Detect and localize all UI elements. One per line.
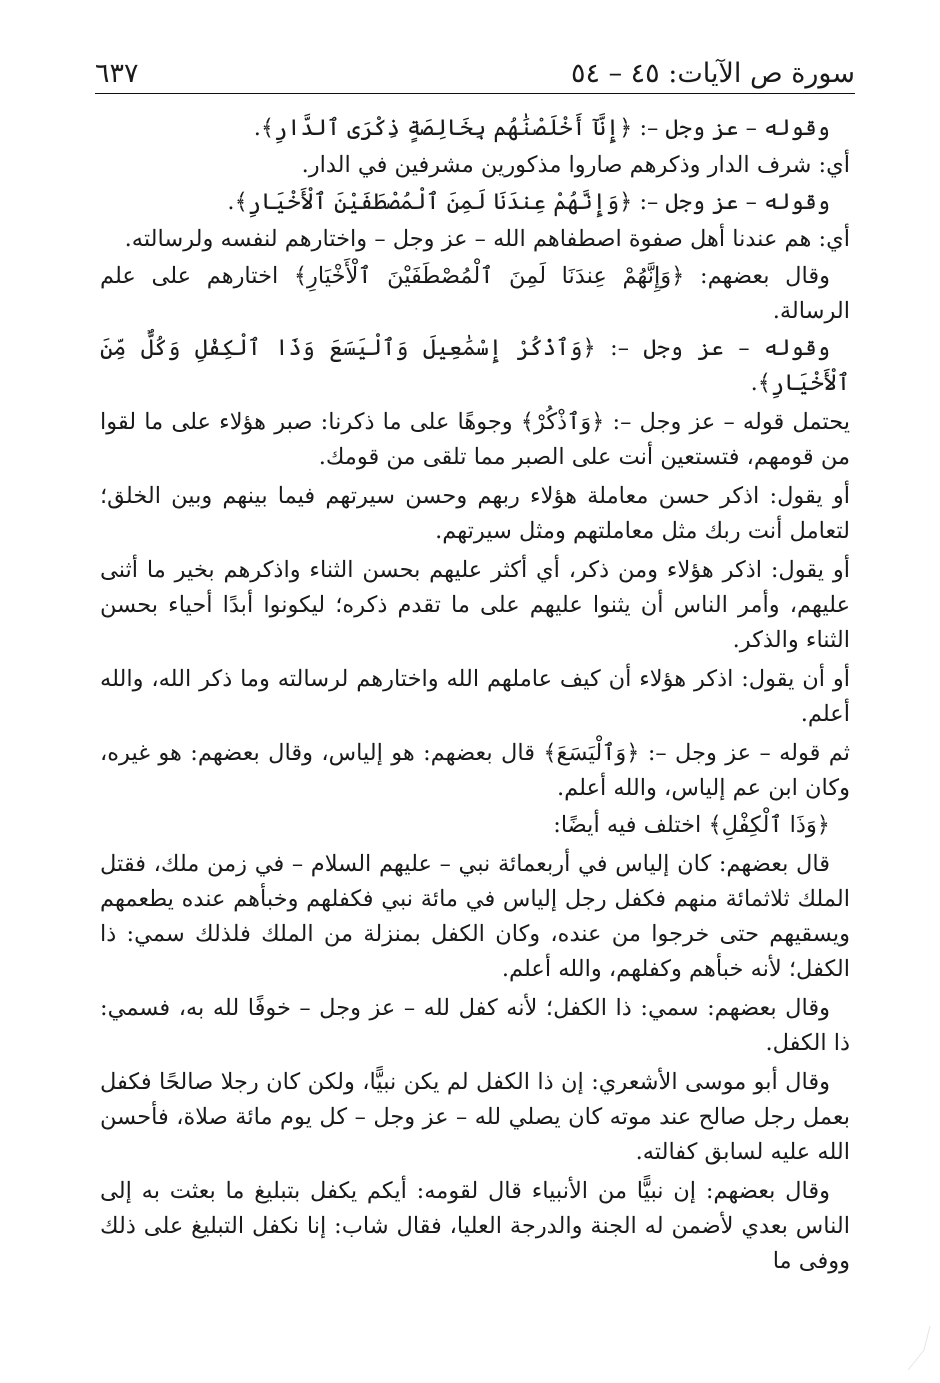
paragraph: ﴿وَذَا ٱلْكِفْلِ﴾ اختلف فيه أيضًا:	[553, 812, 830, 838]
page-edge-mark	[904, 1320, 934, 1375]
paragraph: وقال أبو موسى الأشعري: إن ذا الكفل لم يكن نبيًّا، ولكن كان رجلا صالحًا فكفل بعمل رجل صالح عند موته كان يصلي لله – عز وجل – كل يوم مائة صلاة، فأحسن الله عليه لسابق كفالته.	[100, 1069, 850, 1165]
paragraph: ثم قوله – عز وجل –: ﴿وَٱلْيَسَعَ﴾ قال بعضهم: هو إلياس، وقال بعضهم: هو غيره، وكان ابن عم إلياس، والله أعلم.	[100, 740, 850, 801]
paragraph: وقوله – عز وجل –: ﴿وَٱذْكُرْ إِسْمَٰعِيلَ وَٱلْيَسَعَ وَذَا ٱلْكِفْلِ وَكُلٌّ مِّنَ ٱلْأَخْيَارِ﴾.	[100, 335, 850, 396]
paragraph: يحتمل قوله – عز وجل –: ﴿وَٱذْكُرْ﴾ وجوهًا على ما ذكرنا: صبر هؤلاء على ما لقوا من قومهم، فتستعين أنت على الصبر مما تلقى من قومك.	[100, 409, 850, 470]
paragraph: أو يقول: اذكر حسن معاملة هؤلاء ربهم وحسن سيرتهم فيما بينهم وبين الخلق؛ لتعامل أنت ربك مثل معاملتهم ومثل سيرتهم.	[100, 483, 850, 544]
page-body	[100, 111, 850, 1281]
paragraph: أو أن يقول: اذكر هؤلاء أن كيف عاملهم الله واختارهم لرسالته وما ذكر الله، والله أعلم.	[100, 666, 850, 727]
paragraph: قال بعضهم: كان إلياس في أربعمائة نبي – عليهم السلام – في زمن ملك، فقتل الملك ثلاثمائة منهم فكفل رجل إلياس في مائة نبي فكفلهم وخبأهم عنده يطعمهم ويسقيهم حتى خرجوا من عنده، وكان الكفل بمنزلة من الملك فلذلك سمي: ذا الكفل؛ لأنه خبأهم وكفلهم، والله أعلم.	[100, 851, 850, 982]
paragraph: أي: شرف الدار وذكرهم صاروا مذكورين مشرفين في الدار.	[301, 152, 850, 178]
paragraph: وقوله – عز وجل –: ﴿وَإِنَّهُمْ عِندَنَا لَمِنَ ٱلْمُصْطَفَيْنَ ٱلْأَخْيَارِ﴾.	[227, 189, 830, 215]
paragraph: وقال بعضهم: ﴿وَإِنَّهُمْ عِندَنَا لَمِنَ ٱلْمُصْطَفَيْنَ ٱلْأَخْيَارِ﴾ اختارهم على علم الرسالة.	[100, 263, 850, 324]
paragraph: وقال بعضهم: سمي: ذا الكفل؛ لأنه كفل لله – عز وجل – خوفًا لله به، فسمي: ذا الكفل.	[100, 995, 850, 1056]
running-title: سورة ص الآيات: ٤٥ – ٥٤	[570, 58, 855, 89]
paragraph: أي: هم عندنا أهل صفوة اصطفاهم الله – عز وجل – واختارهم لنفسه ولرسالته.	[124, 226, 850, 252]
paragraph: أو يقول: اذكر هؤلاء ومن ذكر، أي أكثر عليهم بحسن الثناء واذكرهم بخير ما أثنى عليهم، وأمر الناس أن يثنوا عليهم على ما تقدم ذكره؛ ليكونوا أبدًا أحياء بحسن الثناء والذكر.	[100, 557, 850, 653]
paragraph: وقوله – عز وجل –: ﴿إِنَّآ أَخْلَصْنَٰهُم بِخَالِصَةٍ ذِكْرَى ٱلدَّارِ﴾.	[253, 115, 830, 141]
header-divider	[95, 93, 855, 94]
paragraph: وقال بعضهم: إن نبيًّا من الأنبياء قال لقومه: أيكم يكفل بتبليغ ما بعثت به إلى الناس بعدي لأضمن له الجنة والدرجة العليا، فقال شاب: إنا نكفل التبليغ على ذلك ووفى ما	[100, 1178, 850, 1274]
page-header	[95, 56, 855, 92]
page-number: ٦٣٧	[95, 58, 139, 89]
